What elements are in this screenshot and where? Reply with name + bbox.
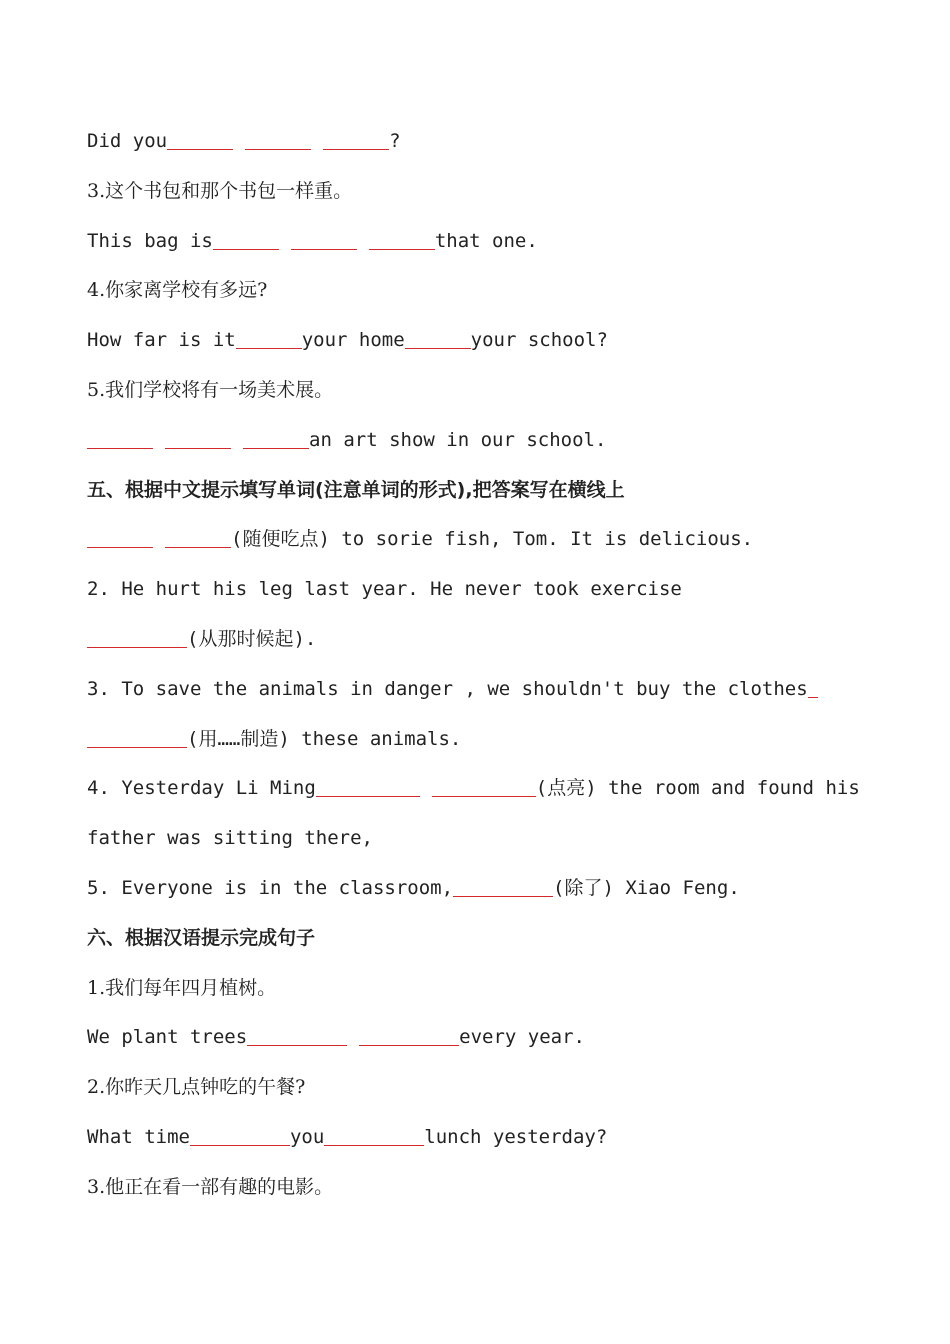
answer-blank[interactable] — [236, 329, 302, 349]
question-2-chinese: 2.你昨天几点钟吃的午餐? — [87, 1076, 306, 1099]
text: (随便吃点) to sorie fish, Tom. It is delicious. — [231, 528, 754, 551]
answer-blank[interactable] — [323, 130, 389, 150]
text: (点亮) the room and found his — [535, 777, 860, 800]
answer-blank[interactable] — [213, 230, 279, 250]
text: that one. — [434, 229, 538, 252]
answer-blank[interactable] — [87, 429, 153, 449]
text: your school? — [470, 329, 608, 352]
line-li-ming — [87, 769, 887, 819]
answer-blank[interactable] — [808, 678, 818, 698]
answer-blank[interactable] — [432, 777, 536, 797]
line-plant-trees — [87, 1018, 887, 1068]
text: lunch yesterday? — [424, 1125, 608, 1148]
answer-blank[interactable] — [87, 628, 187, 648]
text: 4. Yesterday Li Ming — [87, 777, 316, 800]
text: 5. Everyone is in the classroom, — [87, 876, 454, 899]
answer-blank[interactable] — [324, 1126, 424, 1146]
answer-blank[interactable] — [369, 230, 435, 250]
text: What time — [87, 1125, 190, 1148]
answer-blank[interactable] — [167, 130, 233, 150]
question-3-chinese: 3.这个书包和那个书包一样重。 — [87, 179, 353, 202]
question-4-chinese: 4.你家离学校有多远? — [87, 279, 268, 302]
answer-blank[interactable] — [245, 130, 311, 150]
line-help-yourself — [87, 520, 887, 570]
line-this-bag — [87, 222, 887, 272]
text: an art show in our school. — [309, 428, 607, 451]
worksheet-page — [87, 122, 887, 1218]
answer-blank[interactable] — [359, 1026, 459, 1046]
text: We plant trees — [87, 1026, 248, 1049]
text: Did you — [87, 130, 168, 152]
question-3b-chinese: 3.他正在看一部有趣的电影。 — [87, 1175, 334, 1198]
text: you — [289, 1125, 325, 1148]
line-save-animals — [87, 670, 887, 720]
answer-blank[interactable] — [247, 1026, 347, 1046]
section-6-heading: 六、根据汉语提示完成句子 — [87, 926, 316, 949]
question-1-chinese: 1.我们每年四月植树。 — [87, 976, 277, 999]
line-father: father was sitting there, — [87, 827, 373, 850]
line-how-far — [87, 321, 887, 371]
answer-blank[interactable] — [405, 329, 471, 349]
line-everyone — [87, 869, 887, 919]
text: How far is it — [87, 329, 236, 352]
line-art-show — [87, 421, 887, 471]
text: 3. To save the animals in danger , we shouldn't buy the clothes — [87, 677, 808, 700]
line-what-time — [87, 1118, 887, 1168]
section-5-heading: 五、根据中文提示填写单词(注意单词的形式),把答案写在横线上 — [87, 478, 625, 501]
answer-blank[interactable] — [87, 728, 187, 748]
question-5-chinese: 5.我们学校将有一场美术展。 — [87, 378, 334, 401]
line-made-from — [87, 720, 887, 770]
text: every year. — [459, 1026, 585, 1049]
line-hurt-leg: 2. He hurt his leg last year. He never took exercise — [87, 578, 682, 601]
answer-blank[interactable] — [243, 429, 309, 449]
line-since-then — [87, 620, 887, 670]
text: (用……制造) these animals. — [187, 727, 462, 750]
text: ? — [389, 130, 401, 152]
answer-blank[interactable] — [291, 230, 357, 250]
text: your home — [301, 329, 405, 352]
text: (除了) Xiao Feng. — [553, 876, 740, 899]
answer-blank[interactable] — [453, 877, 553, 897]
answer-blank[interactable] — [165, 429, 231, 449]
answer-blank[interactable] — [190, 1126, 290, 1146]
text: (从那时候起). — [187, 627, 317, 650]
answer-blank[interactable] — [165, 528, 231, 548]
answer-blank[interactable] — [87, 528, 153, 548]
answer-blank[interactable] — [316, 777, 420, 797]
line-did-you — [87, 122, 887, 172]
text: This bag is — [87, 229, 213, 252]
